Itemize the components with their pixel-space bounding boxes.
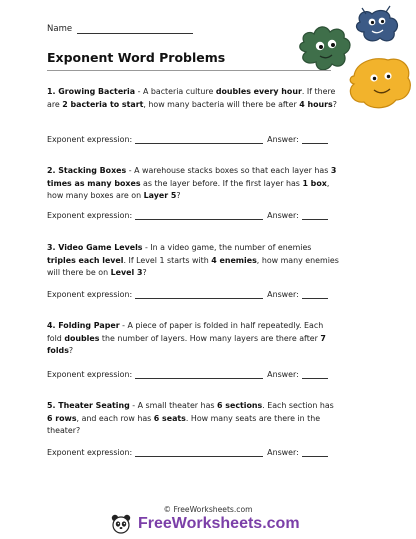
problem-2: 2. Stacking Boxes - A warehouse stacks boxes so that each layer has 3 times as many boxes as the layer before. If the first layer has 1 box, how many boxes are on Layer 5? [47, 166, 337, 201]
title-divider [47, 70, 331, 71]
orange-monster [350, 59, 410, 108]
problem-5: 5. Theater Seating - A small theater has 6 sections. Each section has 6 rows, and each row has 6 seats. How many seats are there in the theater? [47, 401, 334, 436]
answer-label: Answer: [267, 370, 299, 379]
name-label: Name [47, 24, 73, 34]
answer-label: Answer: [267, 290, 299, 299]
footer-url[interactable]: © FreeWorksheets.com [163, 505, 253, 514]
answer-label: Answer: [267, 448, 299, 457]
problem-title: 2. Stacking Boxes [47, 166, 127, 175]
expression-label: Exponent expression: [47, 290, 133, 299]
page-title: Exponent Word Problems [47, 50, 226, 65]
answer-blank[interactable] [302, 290, 328, 299]
expression-row-5 [47, 448, 328, 457]
name-row [47, 24, 193, 34]
expression-blank[interactable] [135, 448, 263, 457]
answer-blank[interactable] [302, 211, 328, 220]
expression-label: Exponent expression: [47, 211, 133, 220]
problem-1: 1. Growing Bacteria - A bacteria culture doubles every hour. If there are 2 bacteria to start, how many bacteria will there be after 4 hours? [47, 87, 337, 109]
expression-label: Exponent expression: [47, 135, 133, 144]
expression-label: Exponent expression: [47, 370, 133, 379]
expression-row-4 [47, 370, 328, 379]
expression-blank[interactable] [135, 370, 263, 379]
expression-blank[interactable] [135, 290, 263, 299]
expression-row-3 [47, 290, 328, 299]
expression-row-1 [47, 135, 328, 144]
problem-3: 3. Video Game Levels - In a video game, the number of enemies triples each level. If Level 1 starts with 4 enemies, how many enemies will there be on Level 3? [47, 243, 339, 278]
answer-label: Answer: [267, 135, 299, 144]
answer-blank[interactable] [302, 135, 328, 144]
expression-label: Exponent expression: [47, 448, 133, 457]
green-monster [300, 27, 350, 70]
expression-blank[interactable] [135, 135, 263, 144]
name-field[interactable] [77, 24, 193, 34]
brand-name: FreeWorksheets.com [138, 515, 300, 532]
problem-title: 3. Video Game Levels [47, 243, 143, 252]
blue-monster [357, 6, 398, 41]
panda-icon [110, 514, 132, 534]
problem-4: 4. Folding Paper - A piece of paper is folded in half repeatedly. Each fold doubles the number of layers. How many layers are there after 7 folds? [47, 321, 326, 356]
answer-blank[interactable] [302, 448, 328, 457]
expression-row-2 [47, 211, 328, 220]
problem-title: 4. Folding Paper [47, 321, 120, 330]
brand-logo[interactable] [110, 514, 300, 534]
answer-blank[interactable] [302, 370, 328, 379]
expression-blank[interactable] [135, 211, 263, 220]
problem-title: 1. Growing Bacteria [47, 87, 136, 96]
answer-label: Answer: [267, 211, 299, 220]
problem-title: 5. Theater Seating [47, 401, 130, 410]
